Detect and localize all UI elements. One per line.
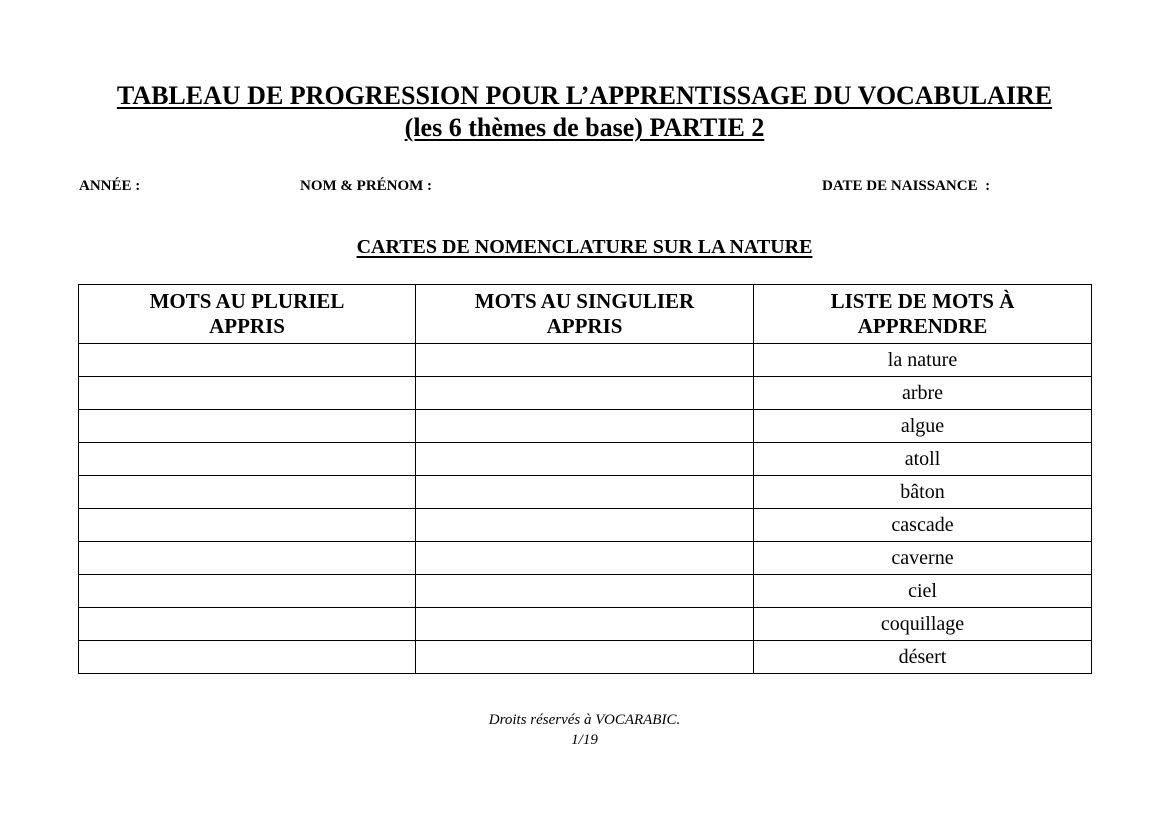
singular-cell bbox=[416, 608, 754, 641]
table-row bbox=[79, 542, 1092, 575]
header-word-list-line1: LISTE DE MOTS À bbox=[830, 289, 1015, 313]
header-singular-line1: MOTS AU SINGULIER bbox=[474, 289, 695, 313]
word-cell: algue bbox=[754, 410, 1092, 443]
table-row bbox=[79, 641, 1092, 674]
table-row bbox=[79, 443, 1092, 476]
singular-cell bbox=[416, 542, 754, 575]
plural-cell bbox=[79, 410, 416, 443]
nom-prenom-label: NOM & PRÉNOM : bbox=[300, 178, 433, 194]
header-singular bbox=[416, 285, 754, 344]
word-cell: ciel bbox=[754, 575, 1092, 608]
plural-cell bbox=[79, 443, 416, 476]
plural-cell bbox=[79, 641, 416, 674]
table-row bbox=[79, 476, 1092, 509]
header-singular-line2: APPRIS bbox=[546, 314, 623, 338]
table-header-row bbox=[79, 285, 1092, 344]
table-row bbox=[79, 509, 1092, 542]
page-footer bbox=[0, 710, 1169, 750]
date-naissance-label: DATE DE NAISSANCE : bbox=[822, 178, 991, 194]
word-cell: atoll bbox=[754, 443, 1092, 476]
table-row bbox=[79, 344, 1092, 377]
word-cell: caverne bbox=[754, 542, 1092, 575]
singular-cell bbox=[416, 575, 754, 608]
page-number: 1/19 bbox=[571, 732, 598, 748]
singular-cell bbox=[416, 344, 754, 377]
document-title bbox=[0, 80, 1169, 144]
title-line-2: (les 6 thèmes de base) PARTIE 2 bbox=[404, 113, 765, 142]
word-cell: arbre bbox=[754, 377, 1092, 410]
singular-cell bbox=[416, 476, 754, 509]
word-cell: désert bbox=[754, 641, 1092, 674]
rights-notice: Droits réservés à VOCARABIC. bbox=[488, 712, 681, 728]
plural-cell bbox=[79, 509, 416, 542]
plural-cell bbox=[79, 608, 416, 641]
word-cell: cascade bbox=[754, 509, 1092, 542]
section-title: CARTES DE NOMENCLATURE SUR LA NATURE bbox=[356, 236, 813, 258]
table-row bbox=[79, 608, 1092, 641]
header-plural-line1: MOTS AU PLURIEL bbox=[149, 289, 345, 313]
plural-cell bbox=[79, 476, 416, 509]
table-row bbox=[79, 410, 1092, 443]
plural-cell bbox=[79, 344, 416, 377]
word-cell: bâton bbox=[754, 476, 1092, 509]
header-word-list bbox=[754, 285, 1092, 344]
singular-cell bbox=[416, 377, 754, 410]
word-cell: la nature bbox=[754, 344, 1092, 377]
header-plural-line2: APPRIS bbox=[209, 314, 285, 338]
singular-cell bbox=[416, 509, 754, 542]
vocabulary-table bbox=[78, 284, 1092, 674]
annee-label: ANNÉE : bbox=[79, 178, 141, 194]
table-row bbox=[79, 575, 1092, 608]
singular-cell bbox=[416, 443, 754, 476]
table-row bbox=[79, 377, 1092, 410]
plural-cell bbox=[79, 377, 416, 410]
header-word-list-line2: APPRENDRE bbox=[857, 314, 988, 338]
word-cell: coquillage bbox=[754, 608, 1092, 641]
plural-cell bbox=[79, 542, 416, 575]
title-line-1: TABLEAU DE PROGRESSION POUR L’APPRENTISSAGE DU VOCABULAIRE bbox=[116, 81, 1053, 110]
plural-cell bbox=[79, 575, 416, 608]
singular-cell bbox=[416, 641, 754, 674]
singular-cell bbox=[416, 410, 754, 443]
header-plural bbox=[79, 285, 416, 344]
